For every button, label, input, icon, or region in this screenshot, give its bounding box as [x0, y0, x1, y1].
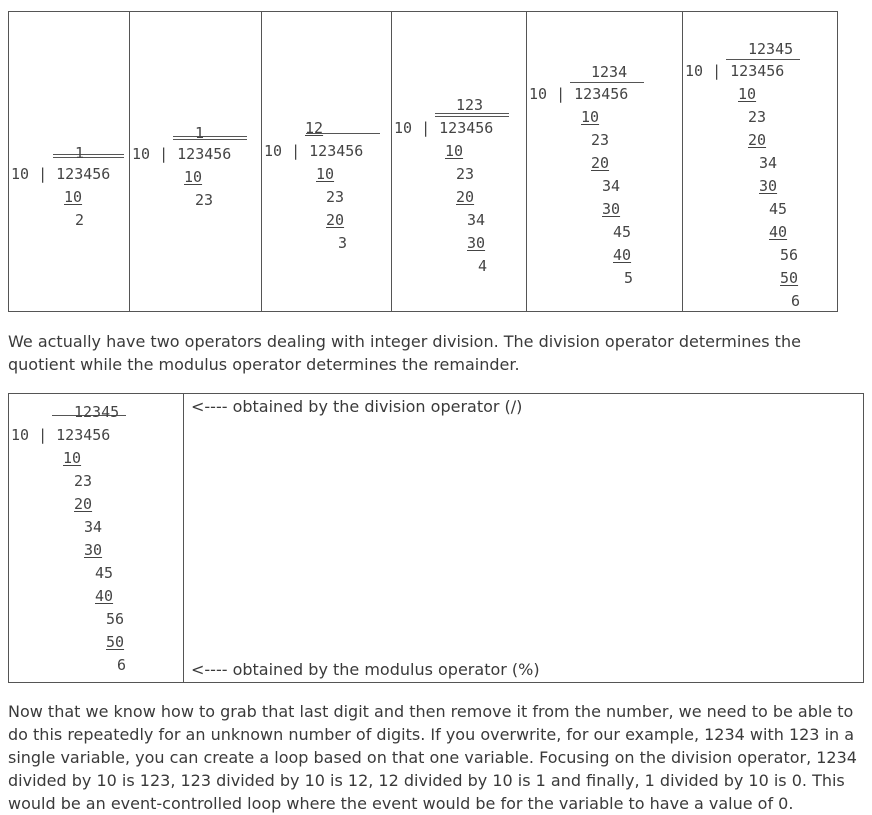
quotient: 1234 [591, 63, 628, 81]
dividend-line: 10 | 123456 [11, 426, 111, 444]
remainder-value: 3 [338, 234, 348, 252]
division-bar [306, 115, 380, 134]
subtract-value: 20 [591, 154, 610, 172]
dividend-line: 10 | 123456 [529, 85, 629, 103]
subtract-value: 10 [184, 168, 203, 186]
quotient: 123 [456, 96, 484, 114]
dividend-line: 10 | 123456 [394, 119, 494, 137]
subtract-value: 10 [316, 165, 335, 183]
explanation-paragraph-2: Now that we know how to grab that last digit and then remove it from the number, we need to be able to do this repeatedly for an unknown number of digits. If you overwrite, for our example, 1234 with 123 in a single variable, you can create a loop based on that one variable. Focusing on the division operator, 1234 divided by 10 is 123, 123 divided by 10 is 12, 12 divided by 10 is 1 and finally, 1 divided by 10 is 0. This would be an event-controlled loop where the event would be for the variable to have a value of 0. [8, 702, 857, 813]
quotient: 1 [195, 124, 205, 142]
remainder-value: 23 [74, 472, 93, 490]
subtract-value: 10 [64, 188, 83, 206]
long-division-full [9, 394, 184, 682]
remainder-value: 6 [117, 656, 127, 674]
subtract-value: 20 [326, 211, 345, 229]
division-step-column-3 [262, 12, 392, 311]
remainder-value: 23 [326, 188, 345, 206]
remainder-value: 5 [624, 269, 634, 287]
subtract-value: 10 [738, 85, 757, 103]
subtract-value: 10 [63, 449, 82, 467]
subtract-value: 30 [84, 541, 103, 559]
remainder-value: 34 [602, 177, 621, 195]
subtract-value: 40 [95, 587, 114, 605]
subtract-value: 20 [74, 495, 93, 513]
subtract-value: 50 [106, 633, 125, 651]
division-step-column-2 [130, 12, 262, 311]
remainder-value: 34 [84, 518, 103, 536]
remainder-value: 4 [478, 257, 488, 275]
remainder-value: 45 [769, 200, 788, 218]
dividend-line: 10 | 123456 [11, 165, 111, 183]
division-bar [53, 154, 124, 158]
quotient: 12 [305, 119, 324, 137]
quotient: 1 [75, 144, 85, 162]
division-step-column-1 [9, 12, 130, 311]
remainder-value: 45 [95, 564, 114, 582]
dividend-line: 10 | 123456 [264, 142, 364, 160]
division-operator-note: <---- obtained by the division operator (/) [191, 397, 523, 416]
subtract-value: 30 [467, 234, 486, 252]
subtract-value: 40 [769, 223, 788, 241]
remainder-value: 23 [195, 191, 214, 209]
division-step-column-6 [683, 12, 837, 311]
subtract-value: 30 [759, 177, 778, 195]
subtract-value: 20 [456, 188, 475, 206]
division-step-column-5 [527, 12, 683, 311]
remainder-value: 2 [75, 211, 85, 229]
quotient: 12345 [748, 40, 794, 58]
remainder-value: 34 [467, 211, 486, 229]
subtract-value: 30 [602, 200, 621, 218]
remainder-value: 56 [106, 610, 125, 628]
remainder-value: 6 [791, 292, 801, 310]
subtract-value: 40 [613, 246, 632, 264]
remainder-value: 45 [613, 223, 632, 241]
remainder-value: 56 [780, 246, 799, 264]
quotient: 12345 [74, 403, 120, 421]
explanation-paragraph-1: We actually have two operators dealing with integer division. The division operator determines the quotient while the modulus operator determines the remainder. [8, 332, 801, 374]
subtract-value: 10 [445, 142, 464, 160]
dividend-line: 10 | 123456 [685, 62, 785, 80]
division-bar [173, 136, 247, 140]
remainder-value: 23 [456, 165, 475, 183]
modulus-operator-note: <---- obtained by the modulus operator (%) [191, 660, 540, 679]
division-step-column-4 [392, 12, 527, 311]
remainder-value: 23 [591, 131, 610, 149]
remainder-value: 34 [759, 154, 778, 172]
remainder-value: 23 [748, 108, 767, 126]
long-division-steps-table [8, 11, 838, 312]
subtract-value: 20 [748, 131, 767, 149]
dividend-line: 10 | 123456 [132, 145, 232, 163]
subtract-value: 50 [780, 269, 799, 287]
subtract-value: 10 [581, 108, 600, 126]
division-modulus-table [8, 393, 864, 683]
